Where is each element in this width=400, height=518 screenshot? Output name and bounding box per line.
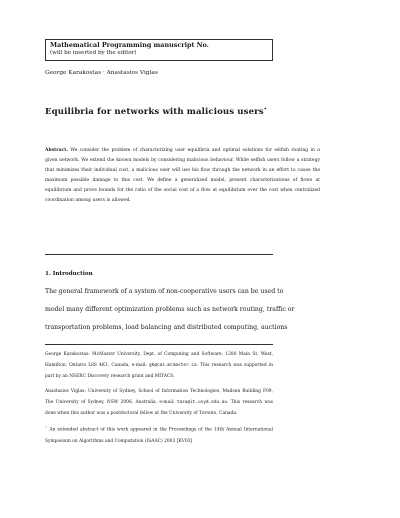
karakostas-email: gk@cas.mcmaster.ca (149, 363, 197, 369)
footnote-karakostas (45, 349, 273, 383)
footnote-viglas (45, 386, 273, 420)
section-number: 1. (45, 271, 51, 277)
title-text: Equilibria for networks with malicious users (45, 106, 264, 117)
karakostas-affiliation: George Karakostas: McMaster University, Dept. of Computing and Software, 1280 Main St. West, Hamilton, Ontario L8S 4K1, Canada, e-mail: (45, 352, 273, 369)
extended-abstract-note: An extended abstract of this work appeared in the Proceedings of the 14th Annual International Symposium on Algorithms and Computation (ISAAC) 2003 [KV03] (45, 427, 273, 444)
author-line: George Karakostas · Anastasios Viglas (45, 70, 158, 76)
abstract (45, 146, 320, 206)
manuscript-label: Mathematical Programming manuscript No. (50, 41, 209, 49)
intro-line: model many different optimization problems such as network routing, traffic or (45, 306, 295, 313)
editor-note: (will be inserted by the editor) (50, 50, 137, 56)
viglas-email: taso@it.usyd.edu.au (176, 399, 228, 405)
karakostas-funding: . This research was supported in part by an NSERC Discovery research grant and MITACS. (45, 363, 273, 380)
section-heading (45, 271, 93, 277)
footnotes (45, 349, 273, 450)
viglas-affiliation: Anastasios Viglas: University of Sydney, School of Information Technologies, Madsen Building F09, The University of Sydney, NSW 2006, Australia, e-mail: (45, 388, 273, 405)
section-title: Introduction (52, 271, 93, 277)
intro-line: The general framework of a system of non-cooperative users can be used to (45, 288, 284, 295)
journal-manuscript-box (45, 39, 273, 61)
abstract-label: Abstract. (45, 148, 68, 153)
footnote-extended-abstract (45, 422, 273, 447)
abstract-text: We consider the problem of characterizing user equilibria and optimal solutions for selfish routing in a given network. We extend the known models by considering malicious behaviour. While selfish users follow a strategy that minimizes their individual cost, a malicious user will use his flow through the network in an effort to cause the maximum possible damage to this cost. We define a generalized model, present characterizations of flows at equilibrium and prove bounds for the ratio of the social cost of a flow at equilibrium over the cost when centralized coordination among users is allowed. (45, 148, 320, 203)
intro-line: transportation problems, load balancing and distributed computing, auctions (45, 324, 288, 331)
paper-title (45, 106, 267, 117)
footnote-rule (45, 344, 273, 345)
extended-footnote-mark: ⋆ (45, 425, 48, 430)
abstract-rule (45, 254, 273, 255)
viglas-note: . This research was done when this author was a postdoctoral fellow at the University of Toronto, Canada. (45, 399, 273, 417)
title-footnote-mark: ⋆ (263, 106, 267, 112)
